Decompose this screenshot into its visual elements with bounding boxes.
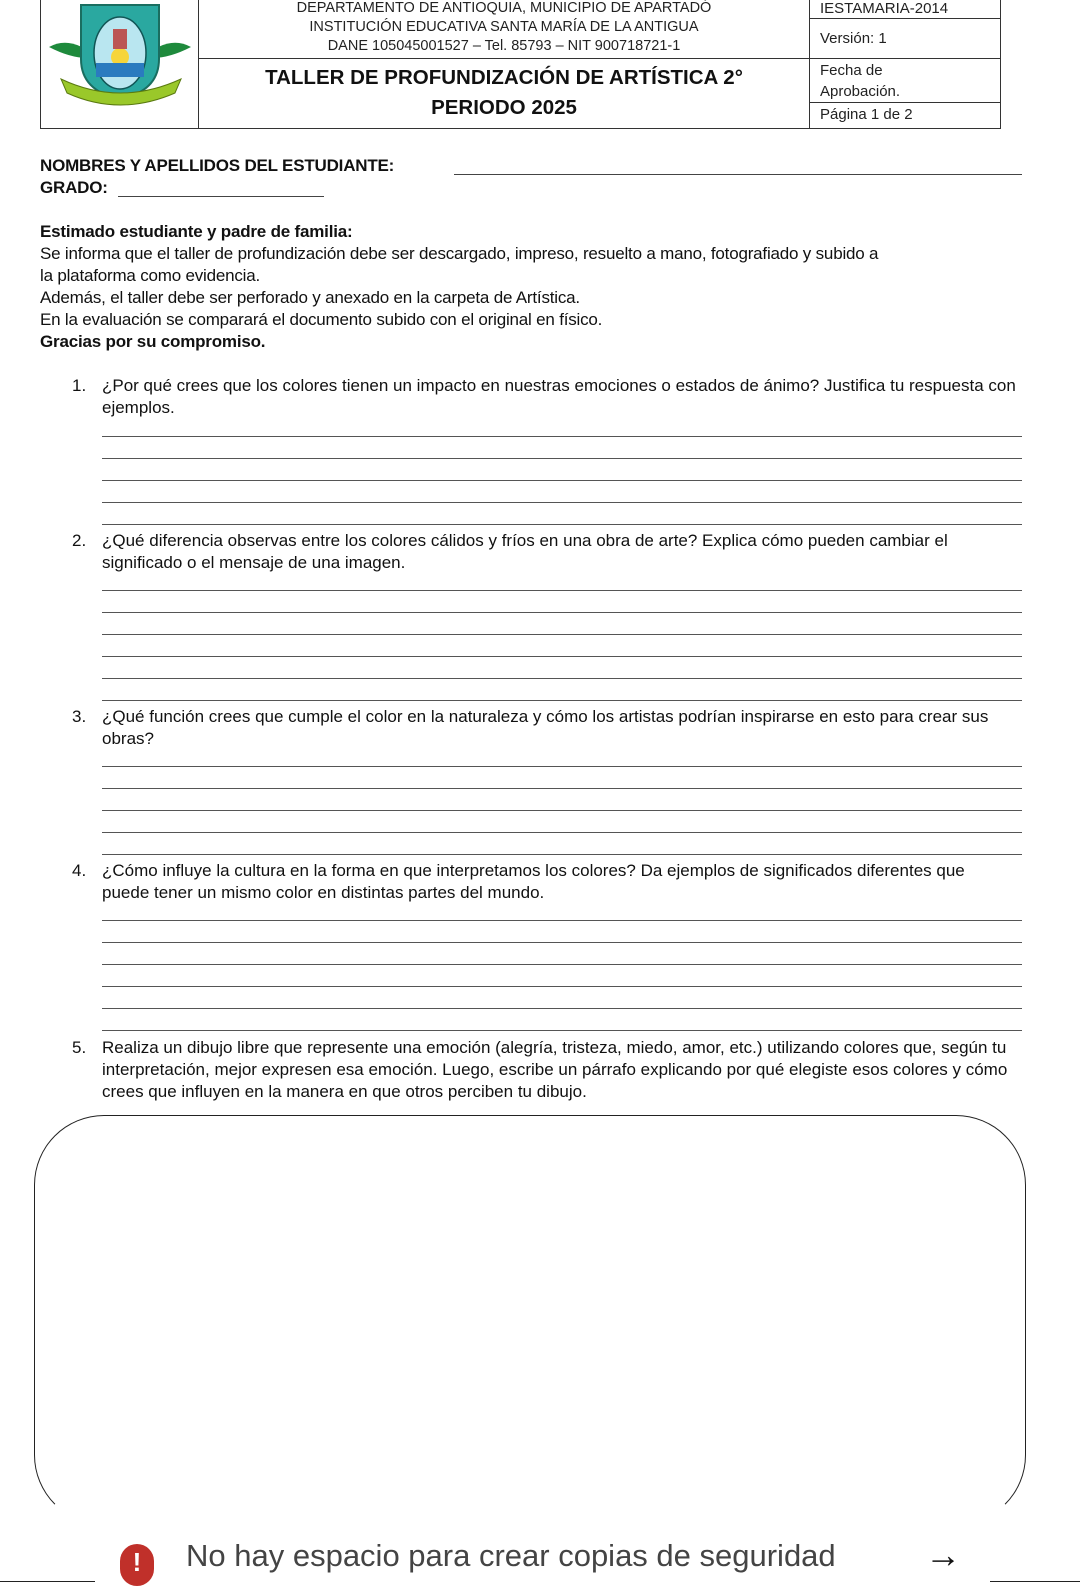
institution-line: INSTITUCIÓN EDUCATIVA SANTA MARÍA DE LA ANTIGUA xyxy=(309,19,699,35)
approval-line-1: Fecha de xyxy=(820,62,883,79)
question-number: 1. xyxy=(72,376,87,395)
notice-line: Además, el taller debe ser perforado y anexado en la carpeta de Artística. xyxy=(40,288,580,307)
drawing-area[interactable] xyxy=(34,1115,1026,1525)
question-5 xyxy=(72,1037,1032,1103)
notice-thanks: Gracias por su compromiso. xyxy=(40,332,266,351)
warning-icon: ! xyxy=(120,1544,154,1586)
question-text: ¿Por qué crees que los colores tienen un impacto en nuestras emociones o estados de ánimo? Justifica tu respuesta con ejemplos. xyxy=(102,376,1016,417)
question-number: 4. xyxy=(72,861,87,880)
notice xyxy=(40,221,1030,353)
answer-line[interactable] xyxy=(102,612,1022,613)
school-logo xyxy=(41,0,199,128)
answer-line[interactable] xyxy=(102,524,1022,525)
question-text: ¿Cómo influye la cultura en la forma en que interpretamos los colores? Da ejemplos de significados diferentes que puede tener un mismo color en distintas partes del mundo. xyxy=(102,861,965,902)
page-number: Página 1 de 2 xyxy=(820,106,913,123)
grade-label: GRADO: xyxy=(40,178,108,197)
answer-line[interactable] xyxy=(102,1030,1022,1031)
question-number: 5. xyxy=(72,1038,87,1057)
document-header xyxy=(40,0,1001,129)
version-label: Versión: 1 xyxy=(810,19,1000,59)
answer-line[interactable] xyxy=(102,700,1022,701)
answer-line[interactable] xyxy=(102,590,1022,591)
document-code: IESTAMARIA-2014 xyxy=(810,0,1000,19)
question-2 xyxy=(72,530,1032,574)
answer-line[interactable] xyxy=(102,964,1022,965)
notice-line: En la evaluación se comparará el documento subido con el original en físico. xyxy=(40,310,603,329)
school-crest-icon xyxy=(41,0,199,127)
answer-line[interactable] xyxy=(102,436,1022,437)
answer-line[interactable] xyxy=(102,920,1022,921)
answer-line[interactable] xyxy=(102,458,1022,459)
approval-date-label xyxy=(810,59,1000,103)
notice-line: la plataforma como evidencia. xyxy=(40,266,261,285)
answer-line[interactable] xyxy=(102,634,1022,635)
arrow-right-icon[interactable]: → xyxy=(925,1534,961,1575)
department-line: DEPARTAMENTO DE ANTIOQUIA, MUNICIPIO DE APARTADÓ xyxy=(296,0,712,16)
question-4 xyxy=(72,860,972,904)
question-text: ¿Qué diferencia observas entre los colores cálidos y fríos en una obra de arte? Explica cómo pueden cambiar el significado o el mensaje de una imagen. xyxy=(102,531,948,572)
question-number: 2. xyxy=(72,531,87,550)
answer-line[interactable] xyxy=(102,480,1022,481)
student-name-field[interactable] xyxy=(454,174,1022,175)
document-title: TALLER DE PROFUNDIZACIÓN DE ARTÍSTICA 2° xyxy=(265,66,743,89)
divider xyxy=(990,1581,1080,1582)
backup-warning-banner[interactable] xyxy=(0,1534,1080,1586)
answer-line[interactable] xyxy=(102,678,1022,679)
grade-field[interactable] xyxy=(118,196,324,197)
contact-line: DANE 105045001527 – Tel. 85793 – NIT 900718721-1 xyxy=(327,38,681,54)
answer-line[interactable] xyxy=(102,788,1022,789)
student-name-label: NOMBRES Y APELLIDOS DEL ESTUDIANTE: xyxy=(40,156,395,175)
divider xyxy=(0,1581,95,1582)
question-3 xyxy=(72,706,1032,750)
question-number: 3. xyxy=(72,707,87,726)
answer-line[interactable] xyxy=(102,656,1022,657)
answer-line[interactable] xyxy=(102,1008,1022,1009)
notice-line: Se informa que el taller de profundización debe ser descargado, impreso, resuelto a mano, fotografiado y subido a xyxy=(40,244,879,263)
answer-line[interactable] xyxy=(102,942,1022,943)
question-text: Realiza un dibujo libre que represente una emoción (alegría, tristeza, miedo, amor, etc.) utilizando colores que, según tu interpretación, mejor expresen esa emoción. Luego, escribe un párrafo explicando por qué elegiste esos colores y cómo crees que influyen en la manera en que otros perciben tu dibujo. xyxy=(102,1038,1008,1101)
question-text: ¿Qué función crees que cumple el color en la naturaleza y cómo los artistas podrían inspirarse en esto para crear sus obras? xyxy=(102,707,989,748)
answer-line[interactable] xyxy=(102,986,1022,987)
approval-line-2: Aprobación. xyxy=(820,83,901,100)
answer-line[interactable] xyxy=(102,766,1022,767)
answer-line[interactable] xyxy=(102,854,1022,855)
answer-line[interactable] xyxy=(102,502,1022,503)
warning-message: No hay espacio para crear copias de seguridad xyxy=(186,1538,836,1573)
period-label: PERIODO 2025 xyxy=(431,96,577,119)
notice-greeting: Estimado estudiante y padre de familia: xyxy=(40,222,353,241)
answer-line[interactable] xyxy=(102,832,1022,833)
question-1 xyxy=(72,375,1032,419)
answer-line[interactable] xyxy=(102,810,1022,811)
